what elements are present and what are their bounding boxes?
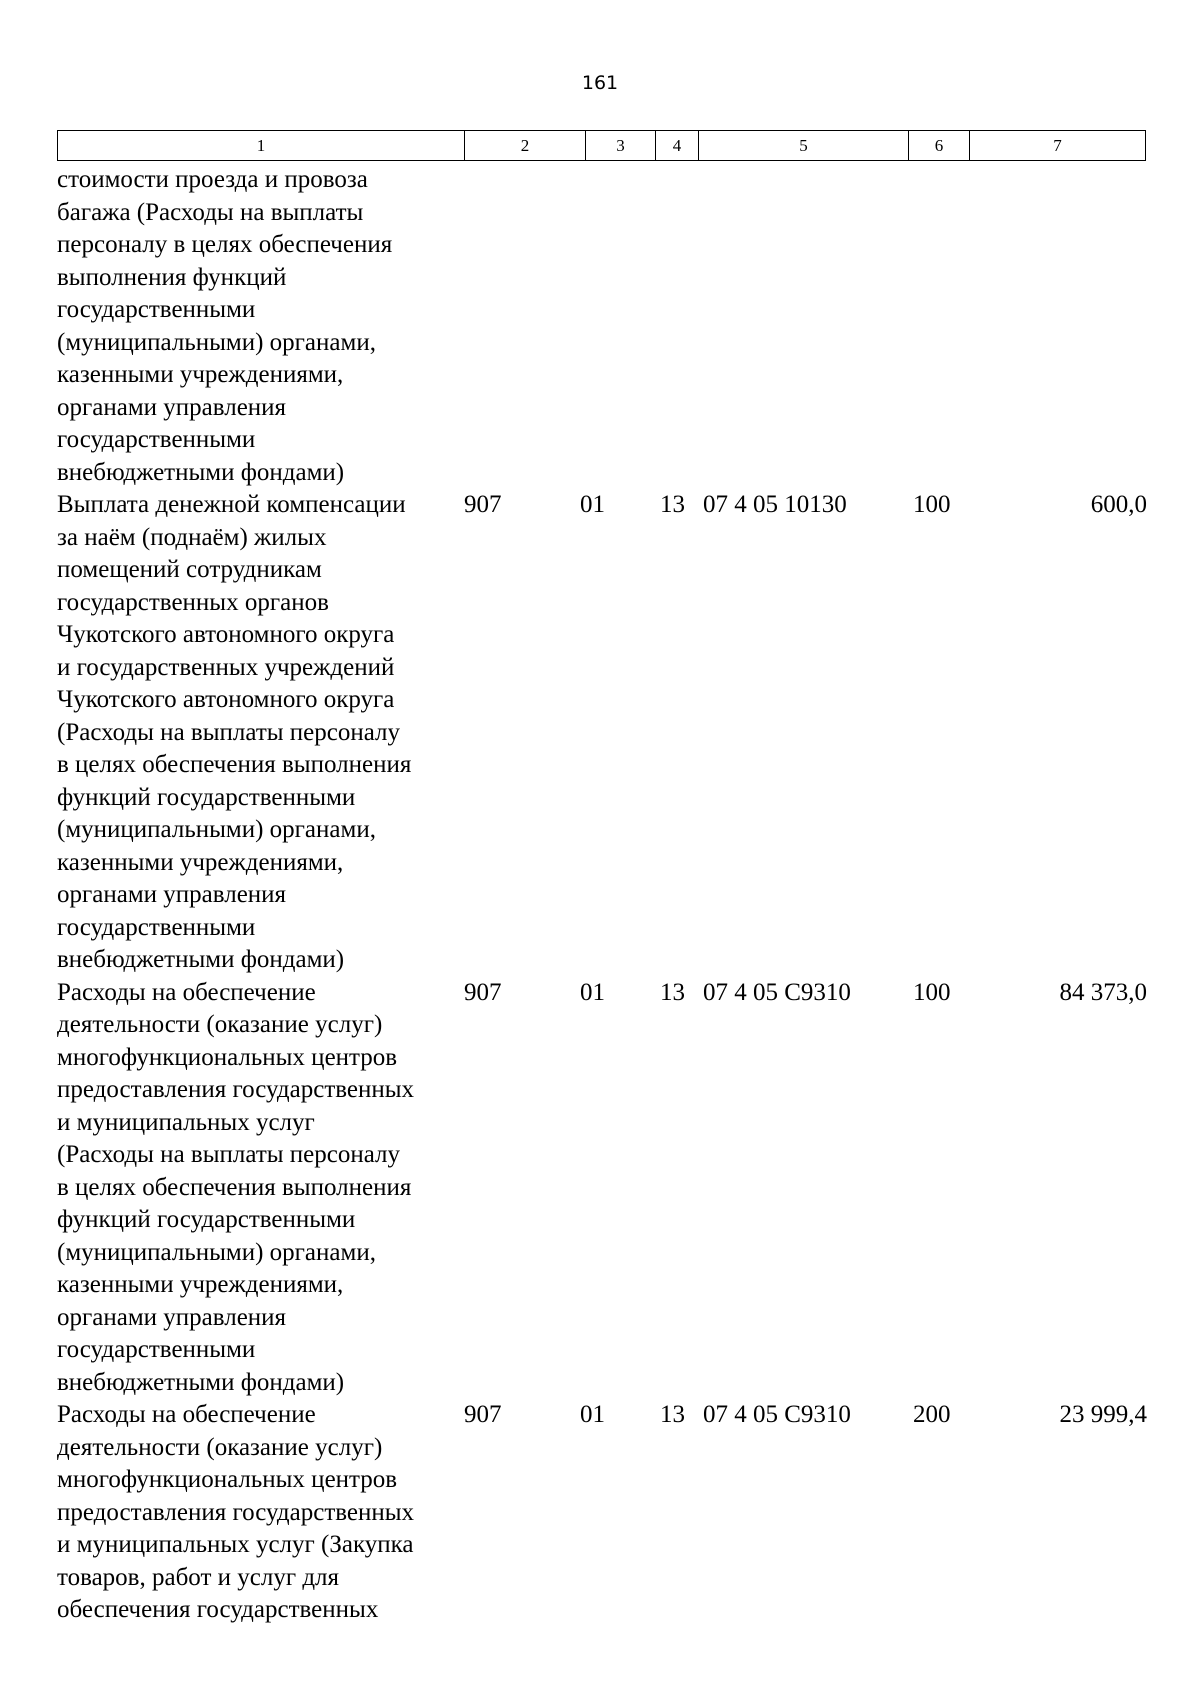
description-line: багажа (Расходы на выплаты <box>57 198 364 226</box>
description-line: многофункциональных центров <box>57 1043 398 1071</box>
description-line: товаров, работ и услуг для <box>57 1563 340 1591</box>
description-line: Расходы на обеспечение <box>57 1401 316 1428</box>
description-line: предоставления государственных <box>57 1498 415 1526</box>
description-line: казенными учреждениями, <box>57 1271 344 1298</box>
description-line: функций государственными <box>57 783 356 811</box>
target-article-code: 07 4 05 10130 <box>703 491 847 518</box>
expense-type-code: 100 <box>913 978 951 1006</box>
expense-type-code: 200 <box>913 1401 951 1428</box>
row-description <box>57 164 464 489</box>
subsection-code: 13 <box>660 978 685 1006</box>
description-line: государственными <box>57 913 256 941</box>
department-code <box>464 164 580 489</box>
row-description <box>57 489 464 977</box>
description-line: многофункциональных центров <box>57 1466 398 1493</box>
department-code: 907 <box>464 1401 502 1428</box>
column-number-4: 4 <box>656 131 699 161</box>
description-line: и муниципальных услуг <box>57 1108 315 1136</box>
column-number-3: 3 <box>586 131 656 161</box>
description-line: в целях обеспечения выполнения <box>57 1173 412 1201</box>
table-row <box>57 977 1147 1400</box>
description-line: деятельности (оказание услуг) <box>57 1011 383 1038</box>
description-line: стоимости проезда и провоза <box>57 166 368 193</box>
subsection-code <box>660 164 703 489</box>
description-line: выполнения функций <box>57 263 287 291</box>
section-code <box>580 164 660 489</box>
amount: 23 999,4 <box>1059 1401 1147 1428</box>
description-line: предоставления государственных <box>57 1076 415 1103</box>
description-line: органами управления <box>57 393 287 421</box>
table-row <box>57 489 1147 977</box>
description-line: Чукотского автономного округа <box>57 686 395 713</box>
row-description <box>57 1399 464 1627</box>
expense-type-code <box>913 164 983 489</box>
department-code: 907 <box>464 491 502 518</box>
description-line: Расходы на обеспечение <box>57 978 316 1006</box>
amount: 84 373,0 <box>1059 978 1147 1006</box>
description-line: персоналу в целях обеспечения <box>57 231 393 258</box>
description-line: внебюджетными фондами) <box>57 458 345 486</box>
target-article-code <box>703 164 913 489</box>
column-number-1: 1 <box>58 131 465 161</box>
row-description <box>57 977 464 1400</box>
target-article-code: 07 4 05 С9310 <box>703 978 851 1006</box>
description-line: (муниципальными) органами, <box>57 328 376 356</box>
description-line: (муниципальными) органами, <box>57 1238 376 1266</box>
page-number: 161 <box>581 72 619 94</box>
description-line: органами управления <box>57 1303 287 1331</box>
expense-type-code: 100 <box>913 491 951 518</box>
subsection-code: 13 <box>660 491 685 518</box>
column-number-7: 7 <box>970 131 1146 161</box>
description-line: и государственных учреждений <box>57 653 395 681</box>
subsection-code: 13 <box>660 1401 685 1428</box>
description-line: (Расходы на выплаты персоналу <box>57 718 401 746</box>
description-line: деятельности (оказание услуг) <box>57 1433 383 1461</box>
description-line: государственными <box>57 296 256 323</box>
description-line: функций государственными <box>57 1206 356 1233</box>
amount: 600,0 <box>1090 491 1147 518</box>
column-number-6: 6 <box>909 131 970 161</box>
budget-table-body <box>57 164 1147 1627</box>
description-line: и муниципальных услуг (Закупка <box>57 1531 414 1558</box>
description-line: государственными <box>57 426 256 453</box>
description-line: обеспечения государственных <box>57 1596 379 1623</box>
description-line: государственных органов <box>57 588 329 616</box>
description-line: государственными <box>57 1336 256 1363</box>
description-line: в целях обеспечения выполнения <box>57 751 412 778</box>
description-line: помещений сотрудникам <box>57 556 322 583</box>
description-line: казенными учреждениями, <box>57 361 344 388</box>
table-row <box>57 164 1147 489</box>
description-line: внебюджетными фондами) <box>57 1368 345 1396</box>
column-number-2: 2 <box>465 131 586 161</box>
department-code: 907 <box>464 978 502 1006</box>
description-line: за наём (поднаём) жилых <box>57 523 327 551</box>
description-line: органами управления <box>57 881 287 908</box>
description-line: (Расходы на выплаты персоналу <box>57 1141 401 1168</box>
description-line: Выплата денежной компенсации <box>57 491 406 518</box>
section-code: 01 <box>580 1401 605 1428</box>
table-column-header <box>57 130 1146 161</box>
section-code: 01 <box>580 978 605 1006</box>
description-line: Чукотского автономного округа <box>57 621 395 648</box>
section-code: 01 <box>580 491 605 518</box>
column-number-5: 5 <box>699 131 909 161</box>
amount <box>983 164 1147 489</box>
description-line: внебюджетными фондами) <box>57 946 345 973</box>
table-row <box>57 1399 1147 1627</box>
description-line: (муниципальными) органами, <box>57 816 376 843</box>
target-article-code: 07 4 05 С9310 <box>703 1401 851 1428</box>
description-line: казенными учреждениями, <box>57 848 344 876</box>
